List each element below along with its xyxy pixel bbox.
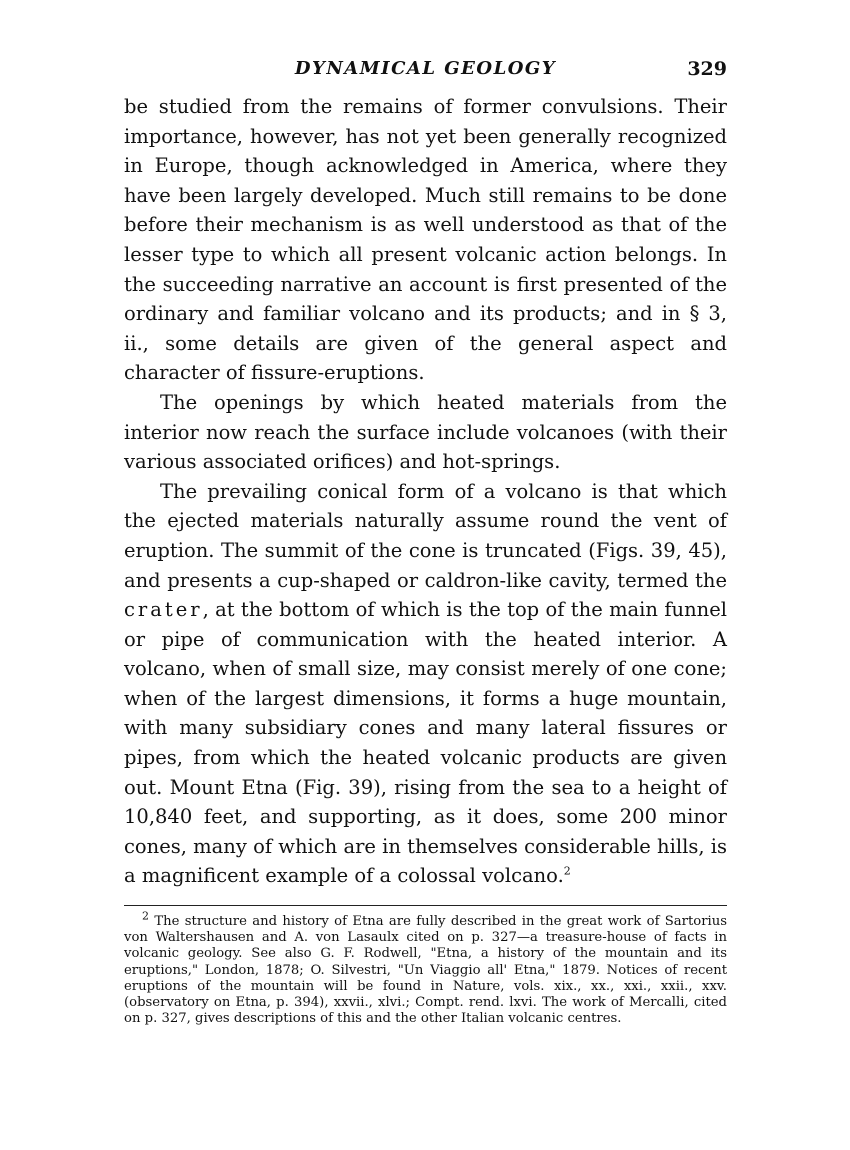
paragraph-text: The openings by which heated materials from the interior now reach the surface include volcanoes (with their various associated orifices) and hot-springs. xyxy=(124,390,727,474)
footnote-text: The structure and history of Etna are fully described in the great work of Sartorius von Waltershausen and A. von Lasaulx cited on p. 327—a treasure-house of facts in volcanic geology. See also G. F. Rodwell, "Etna, a history of the mountain and its eruptions," London, 1878; O. Silvestri, "Un Viaggio all' Etna," 1879. Notices of recent eruptions of the mountain will be found in Nature, vols. xix., xx., xxi., xxii., xxv. (observatory on Etna, p. 394), xxvii., xlvi.; Compt. rend. lxvi. The work of Mercalli, cited on p. 327, gives descriptions of this and the other Italian volcanic centres. xyxy=(124,914,727,1027)
footnote-rule xyxy=(124,905,727,906)
page-number: 329 xyxy=(687,58,727,80)
spaced-term-crater: crater xyxy=(124,598,203,622)
paragraph-openings xyxy=(124,388,727,477)
paragraph-text-before: The prevailing conical form of a volcano is that which the ejected materials naturally assume round the vent of eruption. The summit of the cone is truncated (Figs. 39, 45), and presents a cup-shaped or caldron-like cavity, termed the xyxy=(124,479,727,592)
footnote xyxy=(124,909,727,1027)
paragraph-text-after: , at the bottom of which is the top of the main funnel or pipe of communication with the heated interior. A volcano, when of small size, may consist merely of one cone; when of the largest dimensions, it forms a huge mountain, with many subsidiary cones and many lateral fissures or pipes, from which the heated volcanic products are given out. Mount Etna (Fig. 39), rising from the sea to a height of 10,840 feet, and supporting, as it does, some 200 minor cones, many of which are in themselves considerable hills, is a magnificent example of a colossal volcano. xyxy=(124,598,727,888)
paragraph-continued xyxy=(124,92,727,388)
paragraph-volcano-form xyxy=(124,477,727,891)
paragraph-text: be studied from the remains of former convulsions. Their importance, however, has not yet been generally recognized in Europe, though acknowledged in America, where they have been largely developed. Much still remains to be done before their mechanism is as well understood as that of the lesser type to which all present volcanic action belongs. In the succeeding narrative an account is first presented of the ordinary and familiar volcano and its products; and in § 3, ii., some details are given of the general aspect and character of fissure-eruptions. xyxy=(124,95,727,385)
footnote-reference: 2 xyxy=(563,864,571,878)
book-page xyxy=(124,58,727,1027)
running-head xyxy=(124,58,727,92)
running-title: DYNAMICAL GEOLOGY xyxy=(294,58,557,79)
footnote-marker: 2 xyxy=(142,909,149,923)
footnote-paragraph xyxy=(124,909,727,1027)
body-text xyxy=(124,92,727,891)
